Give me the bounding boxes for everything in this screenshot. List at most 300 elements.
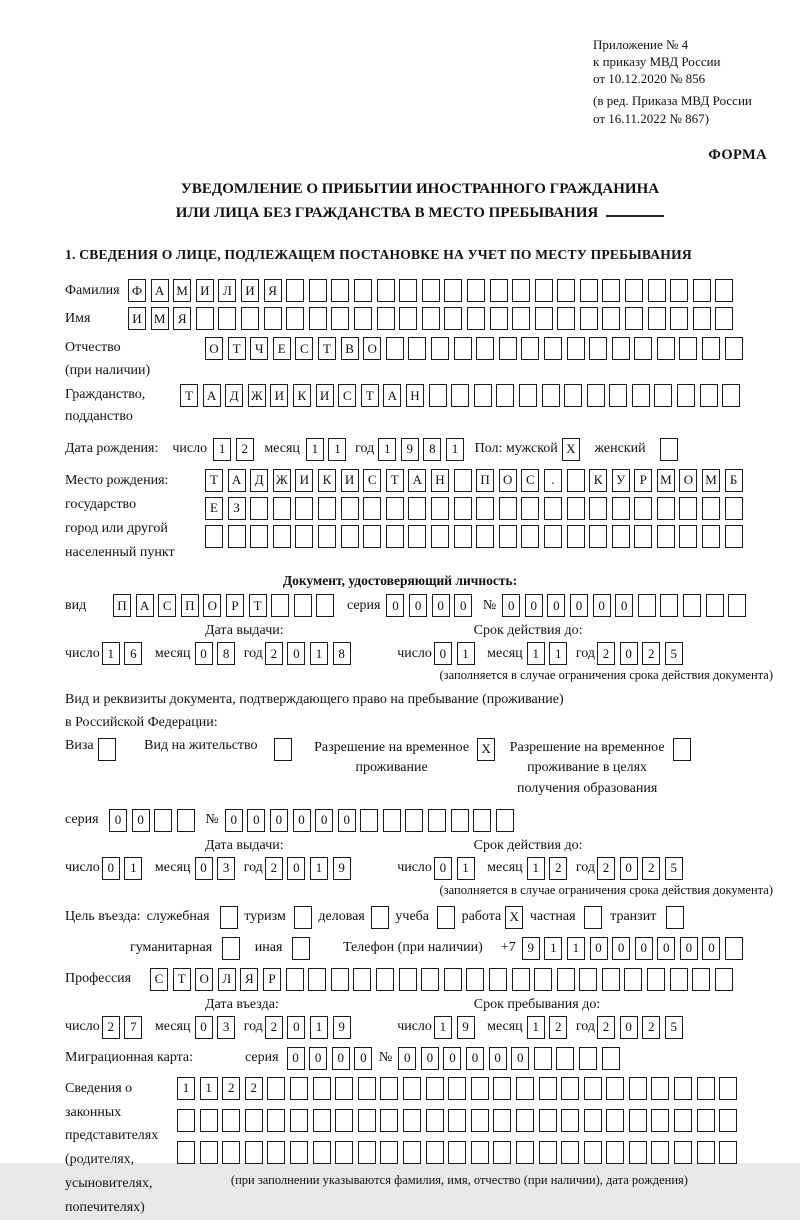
form-cell[interactable] xyxy=(358,1109,376,1132)
form-cell[interactable] xyxy=(380,1077,398,1100)
form-cell[interactable] xyxy=(651,1077,669,1100)
form-cell[interactable] xyxy=(542,384,560,407)
form-cell[interactable]: 0 xyxy=(620,642,638,665)
form-cell[interactable] xyxy=(422,279,440,302)
form-cell[interactable] xyxy=(267,1077,285,1100)
form-cell[interactable] xyxy=(683,594,701,617)
form-cell[interactable] xyxy=(295,497,313,520)
form-cell[interactable] xyxy=(371,906,389,929)
form-cell[interactable] xyxy=(602,1047,620,1070)
form-cell[interactable]: 1 xyxy=(177,1077,195,1100)
form-cell[interactable] xyxy=(290,1141,308,1164)
form-cell[interactable] xyxy=(200,1109,218,1132)
form-cell[interactable] xyxy=(403,1141,421,1164)
form-cell[interactable]: А xyxy=(203,384,221,407)
form-cell[interactable] xyxy=(437,906,455,929)
form-cell[interactable]: Т xyxy=(318,337,336,360)
form-cell[interactable] xyxy=(700,384,718,407)
form-cell[interactable] xyxy=(250,525,268,548)
form-cell[interactable] xyxy=(426,1141,444,1164)
form-cell[interactable]: К xyxy=(589,469,607,492)
form-cell[interactable] xyxy=(564,384,582,407)
form-cell[interactable] xyxy=(426,1109,444,1132)
form-cell[interactable]: 0 xyxy=(590,937,608,960)
form-cell[interactable] xyxy=(335,1077,353,1100)
form-cell[interactable] xyxy=(354,279,372,302)
form-cell[interactable]: 0 xyxy=(409,594,427,617)
form-cell[interactable]: 0 xyxy=(657,937,675,960)
form-cell[interactable]: С xyxy=(295,337,313,360)
form-cell[interactable] xyxy=(386,497,404,520)
form-cell[interactable] xyxy=(557,279,575,302)
form-cell[interactable] xyxy=(286,968,304,991)
form-cell[interactable] xyxy=(697,1141,715,1164)
form-cell[interactable] xyxy=(250,497,268,520)
form-cell[interactable] xyxy=(431,497,449,520)
form-cell[interactable]: 7 xyxy=(124,1016,142,1039)
form-cell[interactable] xyxy=(629,1109,647,1132)
form-cell[interactable]: Т xyxy=(205,469,223,492)
form-cell[interactable] xyxy=(719,1141,737,1164)
form-cell[interactable]: 1 xyxy=(378,438,396,461)
form-cell[interactable]: 2 xyxy=(245,1077,263,1100)
form-cell[interactable] xyxy=(679,337,697,360)
form-cell[interactable]: Ж xyxy=(248,384,266,407)
form-cell[interactable] xyxy=(654,384,672,407)
form-cell[interactable] xyxy=(624,968,642,991)
form-cell[interactable] xyxy=(354,307,372,330)
form-cell[interactable]: 1 xyxy=(310,1016,328,1039)
form-cell[interactable] xyxy=(657,497,675,520)
form-cell[interactable] xyxy=(444,279,462,302)
form-cell[interactable]: Б xyxy=(725,469,743,492)
form-cell[interactable]: А xyxy=(408,469,426,492)
form-cell[interactable] xyxy=(512,968,530,991)
form-cell[interactable] xyxy=(589,497,607,520)
form-cell[interactable]: 1 xyxy=(102,642,120,665)
form-cell[interactable] xyxy=(679,525,697,548)
form-cell[interactable] xyxy=(580,307,598,330)
form-cell[interactable] xyxy=(264,307,282,330)
form-cell[interactable] xyxy=(295,525,313,548)
form-cell[interactable]: М xyxy=(657,469,675,492)
form-cell[interactable] xyxy=(408,525,426,548)
form-cell[interactable] xyxy=(451,809,469,832)
form-cell[interactable] xyxy=(693,307,711,330)
form-cell[interactable]: 2 xyxy=(642,857,660,880)
form-cell[interactable] xyxy=(471,1077,489,1100)
form-cell[interactable] xyxy=(476,497,494,520)
form-cell[interactable] xyxy=(670,307,688,330)
form-cell[interactable] xyxy=(380,1141,398,1164)
form-cell[interactable]: О xyxy=(499,469,517,492)
form-cell[interactable] xyxy=(286,279,304,302)
form-cell[interactable] xyxy=(679,497,697,520)
form-cell[interactable] xyxy=(318,497,336,520)
form-cell[interactable]: 0 xyxy=(270,809,288,832)
form-cell[interactable] xyxy=(294,906,312,929)
form-cell[interactable]: 0 xyxy=(525,594,543,617)
form-cell[interactable]: М xyxy=(702,469,720,492)
form-cell[interactable] xyxy=(331,307,349,330)
form-cell[interactable]: 0 xyxy=(434,857,452,880)
form-cell[interactable]: 0 xyxy=(434,642,452,665)
form-cell[interactable] xyxy=(567,497,585,520)
form-cell[interactable]: 0 xyxy=(287,642,305,665)
form-cell[interactable] xyxy=(353,968,371,991)
form-cell[interactable] xyxy=(544,337,562,360)
form-cell[interactable] xyxy=(474,384,492,407)
form-cell[interactable] xyxy=(222,937,240,960)
form-cell[interactable] xyxy=(493,1141,511,1164)
form-cell[interactable] xyxy=(399,307,417,330)
form-cell[interactable]: 0 xyxy=(195,1016,213,1039)
form-cell[interactable] xyxy=(602,279,620,302)
form-cell[interactable] xyxy=(660,594,678,617)
form-cell[interactable]: 2 xyxy=(265,642,283,665)
form-cell[interactable] xyxy=(377,279,395,302)
form-cell[interactable] xyxy=(651,1141,669,1164)
form-cell[interactable] xyxy=(399,279,417,302)
form-cell[interactable] xyxy=(625,307,643,330)
form-cell[interactable]: Л xyxy=(218,279,236,302)
form-cell[interactable]: 1 xyxy=(310,857,328,880)
form-cell[interactable] xyxy=(490,307,508,330)
form-cell[interactable]: Ж xyxy=(273,469,291,492)
form-cell[interactable]: 0 xyxy=(680,937,698,960)
form-cell[interactable] xyxy=(286,307,304,330)
form-cell[interactable] xyxy=(429,384,447,407)
form-cell[interactable] xyxy=(535,279,553,302)
form-cell[interactable]: 9 xyxy=(522,937,540,960)
form-cell[interactable]: 0 xyxy=(502,594,520,617)
form-cell[interactable] xyxy=(177,1141,195,1164)
form-cell[interactable] xyxy=(205,525,223,548)
form-cell[interactable]: 1 xyxy=(549,642,567,665)
form-cell[interactable] xyxy=(380,1109,398,1132)
form-cell[interactable] xyxy=(316,594,334,617)
form-cell[interactable]: 2 xyxy=(222,1077,240,1100)
form-cell[interactable] xyxy=(544,497,562,520)
form-cell[interactable]: 2 xyxy=(265,1016,283,1039)
form-cell[interactable]: 8 xyxy=(217,642,235,665)
form-cell[interactable]: 3 xyxy=(217,1016,235,1039)
form-cell[interactable]: О xyxy=(679,469,697,492)
form-cell[interactable] xyxy=(557,307,575,330)
form-cell[interactable] xyxy=(444,307,462,330)
form-cell[interactable]: 0 xyxy=(287,857,305,880)
form-cell[interactable] xyxy=(313,1109,331,1132)
form-cell[interactable] xyxy=(222,1109,240,1132)
form-cell[interactable]: К xyxy=(318,469,336,492)
form-cell[interactable]: Е xyxy=(273,337,291,360)
form-cell[interactable]: Н xyxy=(431,469,449,492)
form-cell[interactable]: Я xyxy=(240,968,258,991)
form-cell[interactable] xyxy=(697,1077,715,1100)
form-cell[interactable] xyxy=(516,1141,534,1164)
form-cell[interactable]: С xyxy=(338,384,356,407)
form-cell[interactable] xyxy=(725,497,743,520)
form-cell[interactable] xyxy=(267,1109,285,1132)
form-cell[interactable]: П xyxy=(181,594,199,617)
form-cell[interactable] xyxy=(335,1109,353,1132)
form-cell[interactable] xyxy=(625,279,643,302)
form-cell[interactable]: 0 xyxy=(386,594,404,617)
form-cell[interactable]: 1 xyxy=(544,937,562,960)
form-cell[interactable]: 2 xyxy=(597,1016,615,1039)
form-cell[interactable]: 2 xyxy=(102,1016,120,1039)
form-cell[interactable] xyxy=(309,307,327,330)
form-cell[interactable] xyxy=(606,1141,624,1164)
form-cell[interactable] xyxy=(692,968,710,991)
form-cell[interactable] xyxy=(399,968,417,991)
form-cell[interactable]: У xyxy=(612,469,630,492)
form-cell[interactable] xyxy=(657,337,675,360)
form-cell[interactable] xyxy=(589,337,607,360)
form-cell[interactable]: 2 xyxy=(597,857,615,880)
form-cell[interactable]: 1 xyxy=(446,438,464,461)
form-cell[interactable]: О xyxy=(203,594,221,617)
form-cell[interactable]: 5 xyxy=(665,642,683,665)
form-cell[interactable] xyxy=(273,497,291,520)
form-cell[interactable]: 8 xyxy=(333,642,351,665)
form-cell[interactable] xyxy=(200,1141,218,1164)
form-cell[interactable]: 1 xyxy=(124,857,142,880)
form-cell[interactable]: Н xyxy=(406,384,424,407)
form-cell[interactable]: X xyxy=(505,906,523,929)
form-cell[interactable]: М xyxy=(151,307,169,330)
form-cell[interactable]: 0 xyxy=(354,1047,372,1070)
form-cell[interactable] xyxy=(715,307,733,330)
form-cell[interactable]: 1 xyxy=(527,642,545,665)
form-cell[interactable]: 9 xyxy=(333,857,351,880)
form-cell[interactable] xyxy=(331,279,349,302)
form-cell[interactable] xyxy=(428,809,446,832)
form-cell[interactable]: С xyxy=(363,469,381,492)
form-cell[interactable] xyxy=(715,968,733,991)
form-cell[interactable] xyxy=(426,1077,444,1100)
form-cell[interactable] xyxy=(431,337,449,360)
form-cell[interactable]: И xyxy=(295,469,313,492)
form-cell[interactable]: О xyxy=(205,337,223,360)
form-cell[interactable] xyxy=(271,594,289,617)
form-cell[interactable] xyxy=(496,384,514,407)
form-cell[interactable] xyxy=(493,1077,511,1100)
form-cell[interactable]: 0 xyxy=(612,937,630,960)
form-cell[interactable] xyxy=(657,525,675,548)
form-cell[interactable] xyxy=(638,594,656,617)
form-cell[interactable] xyxy=(471,1109,489,1132)
form-cell[interactable] xyxy=(516,1077,534,1100)
form-cell[interactable]: С xyxy=(521,469,539,492)
form-cell[interactable]: 1 xyxy=(328,438,346,461)
form-cell[interactable]: Т xyxy=(361,384,379,407)
form-cell[interactable] xyxy=(584,1141,602,1164)
form-cell[interactable] xyxy=(292,937,310,960)
form-cell[interactable] xyxy=(702,525,720,548)
form-cell[interactable] xyxy=(228,525,246,548)
form-cell[interactable] xyxy=(561,1077,579,1100)
form-cell[interactable] xyxy=(454,497,472,520)
form-cell[interactable] xyxy=(589,525,607,548)
form-cell[interactable] xyxy=(567,337,585,360)
form-cell[interactable] xyxy=(467,307,485,330)
form-cell[interactable] xyxy=(539,1141,557,1164)
form-cell[interactable] xyxy=(587,384,605,407)
form-cell[interactable] xyxy=(444,968,462,991)
form-cell[interactable]: 0 xyxy=(466,1047,484,1070)
form-cell[interactable] xyxy=(220,906,238,929)
form-cell[interactable] xyxy=(567,525,585,548)
form-cell[interactable] xyxy=(670,279,688,302)
form-cell[interactable] xyxy=(408,337,426,360)
form-cell[interactable]: 5 xyxy=(665,857,683,880)
form-cell[interactable] xyxy=(313,1077,331,1100)
form-cell[interactable] xyxy=(697,1109,715,1132)
form-cell[interactable]: З xyxy=(228,497,246,520)
form-cell[interactable] xyxy=(448,1109,466,1132)
form-cell[interactable] xyxy=(535,307,553,330)
form-cell[interactable] xyxy=(308,968,326,991)
form-cell[interactable] xyxy=(674,1109,692,1132)
form-cell[interactable]: 1 xyxy=(200,1077,218,1100)
form-cell[interactable]: X xyxy=(477,738,495,761)
form-cell[interactable] xyxy=(363,525,381,548)
form-cell[interactable]: 1 xyxy=(527,857,545,880)
form-cell[interactable] xyxy=(408,497,426,520)
form-cell[interactable] xyxy=(274,738,292,761)
form-cell[interactable]: 0 xyxy=(547,594,565,617)
form-cell[interactable]: 0 xyxy=(702,937,720,960)
form-cell[interactable] xyxy=(584,1077,602,1100)
form-cell[interactable]: К xyxy=(293,384,311,407)
form-cell[interactable] xyxy=(725,937,743,960)
form-cell[interactable] xyxy=(454,469,472,492)
form-cell[interactable] xyxy=(612,497,630,520)
form-cell[interactable] xyxy=(451,384,469,407)
form-cell[interactable] xyxy=(386,525,404,548)
form-cell[interactable]: 0 xyxy=(102,857,120,880)
form-cell[interactable] xyxy=(567,469,585,492)
form-cell[interactable] xyxy=(341,497,359,520)
form-cell[interactable]: 0 xyxy=(635,937,653,960)
form-cell[interactable]: 2 xyxy=(642,1016,660,1039)
form-cell[interactable]: 1 xyxy=(213,438,231,461)
form-cell[interactable]: 0 xyxy=(338,809,356,832)
form-cell[interactable]: 0 xyxy=(315,809,333,832)
form-cell[interactable] xyxy=(376,968,394,991)
form-cell[interactable] xyxy=(499,337,517,360)
form-cell[interactable] xyxy=(539,1109,557,1132)
form-cell[interactable]: 0 xyxy=(287,1016,305,1039)
form-cell[interactable] xyxy=(245,1109,263,1132)
form-cell[interactable] xyxy=(579,1047,597,1070)
form-cell[interactable]: Л xyxy=(218,968,236,991)
form-cell[interactable] xyxy=(222,1141,240,1164)
form-cell[interactable] xyxy=(512,307,530,330)
form-cell[interactable] xyxy=(154,809,172,832)
form-cell[interactable]: 1 xyxy=(306,438,324,461)
form-cell[interactable]: 0 xyxy=(454,594,472,617)
form-cell[interactable] xyxy=(584,1109,602,1132)
form-cell[interactable] xyxy=(725,525,743,548)
form-cell[interactable] xyxy=(290,1109,308,1132)
form-cell[interactable]: 0 xyxy=(247,809,265,832)
form-cell[interactable] xyxy=(674,1077,692,1100)
form-cell[interactable]: Т xyxy=(249,594,267,617)
form-cell[interactable] xyxy=(273,525,291,548)
form-cell[interactable]: . xyxy=(544,469,562,492)
form-cell[interactable] xyxy=(647,968,665,991)
form-cell[interactable] xyxy=(673,738,691,761)
form-cell[interactable] xyxy=(634,525,652,548)
form-cell[interactable] xyxy=(318,525,336,548)
form-cell[interactable]: X xyxy=(562,438,580,461)
form-cell[interactable]: 2 xyxy=(549,857,567,880)
form-cell[interactable]: 1 xyxy=(434,1016,452,1039)
form-cell[interactable]: О xyxy=(363,337,381,360)
form-cell[interactable]: 0 xyxy=(432,594,450,617)
form-cell[interactable] xyxy=(629,1077,647,1100)
form-cell[interactable] xyxy=(496,809,514,832)
form-cell[interactable]: А xyxy=(151,279,169,302)
form-cell[interactable]: 0 xyxy=(593,594,611,617)
form-cell[interactable] xyxy=(290,1077,308,1100)
form-cell[interactable] xyxy=(534,1047,552,1070)
form-cell[interactable]: 1 xyxy=(457,642,475,665)
form-cell[interactable]: 0 xyxy=(287,1047,305,1070)
form-cell[interactable] xyxy=(196,307,214,330)
form-cell[interactable]: Я xyxy=(264,279,282,302)
form-cell[interactable] xyxy=(245,1141,263,1164)
form-cell[interactable] xyxy=(341,525,359,548)
form-cell[interactable] xyxy=(471,1141,489,1164)
form-cell[interactable]: Р xyxy=(263,968,281,991)
form-cell[interactable] xyxy=(648,307,666,330)
form-cell[interactable]: И xyxy=(196,279,214,302)
form-cell[interactable] xyxy=(602,307,620,330)
form-cell[interactable] xyxy=(358,1077,376,1100)
form-cell[interactable]: 0 xyxy=(489,1047,507,1070)
form-cell[interactable]: 6 xyxy=(124,642,142,665)
form-cell[interactable] xyxy=(728,594,746,617)
form-cell[interactable] xyxy=(177,809,195,832)
form-cell[interactable] xyxy=(490,279,508,302)
form-cell[interactable]: 8 xyxy=(423,438,441,461)
form-cell[interactable]: 0 xyxy=(421,1047,439,1070)
form-cell[interactable]: 0 xyxy=(443,1047,461,1070)
form-cell[interactable] xyxy=(241,307,259,330)
form-cell[interactable] xyxy=(556,1047,574,1070)
form-cell[interactable] xyxy=(473,809,491,832)
form-cell[interactable]: 0 xyxy=(570,594,588,617)
form-cell[interactable]: Т xyxy=(180,384,198,407)
form-cell[interactable]: 0 xyxy=(511,1047,529,1070)
form-cell[interactable] xyxy=(648,279,666,302)
form-cell[interactable]: И xyxy=(270,384,288,407)
form-cell[interactable] xyxy=(360,809,378,832)
form-cell[interactable] xyxy=(702,497,720,520)
form-cell[interactable]: 1 xyxy=(567,937,585,960)
form-cell[interactable]: 0 xyxy=(195,642,213,665)
form-cell[interactable]: М xyxy=(173,279,191,302)
form-cell[interactable]: Д xyxy=(225,384,243,407)
form-cell[interactable] xyxy=(666,906,684,929)
form-cell[interactable] xyxy=(561,1109,579,1132)
form-cell[interactable] xyxy=(539,1077,557,1100)
form-cell[interactable]: А xyxy=(136,594,154,617)
form-cell[interactable]: 0 xyxy=(293,809,311,832)
